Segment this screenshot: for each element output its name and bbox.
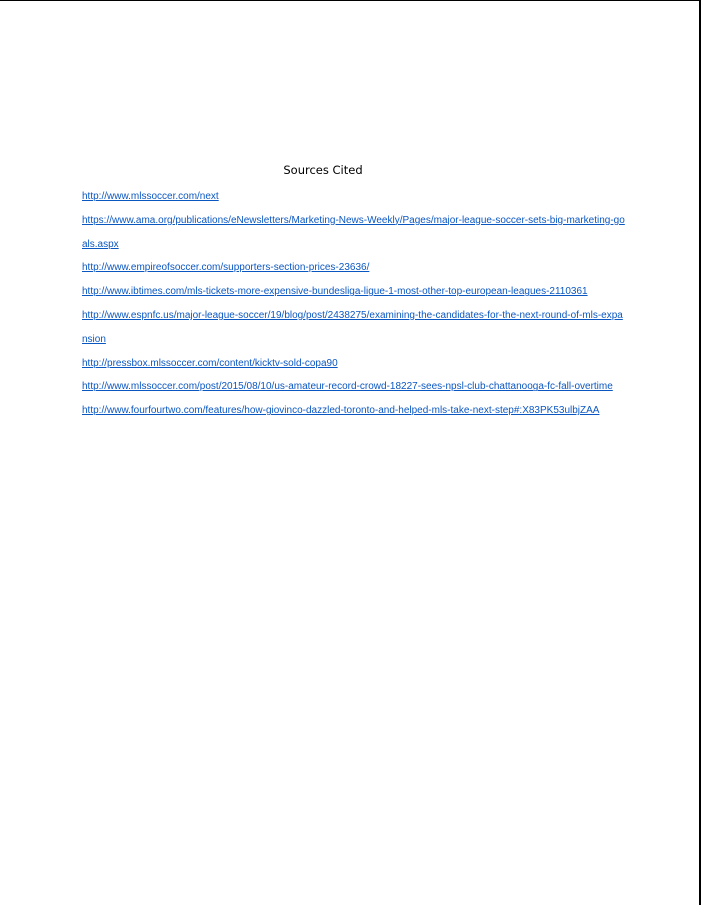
source-item [82,399,627,423]
source-link[interactable]: http://www.mlssoccer.com/post/2015/08/10/us-amateur-record-crowd-18227-sees-npsl-club-chattanooga-fc-fall-overtime [82,381,613,393]
source-link[interactable]: http://www.ibtimes.com/mls-tickets-more-expensive-bundesliga-ligue-1-most-other-top-european-leagues-2110361 [82,286,588,298]
source-item [82,185,627,209]
page-title: Sources Cited [283,163,363,177]
source-link[interactable]: http://www.mlssoccer.com/next [82,191,219,202]
source-link[interactable]: http://www.fourfourtwo.com/features/how-giovinco-dazzled-toronto-and-helped-mls-take-next-step#:X83PK53ulbjZAA [82,405,600,417]
source-link[interactable]: http://www.espnfc.us/major-league-soccer/19/blog/post/2438275/examining-the-candidates-for-the-next-round-of-mls-expansion [82,309,623,345]
source-item [82,209,627,257]
source-item [82,352,627,376]
source-item [82,375,627,399]
source-link[interactable]: https://www.ama.org/publications/eNewsletters/Marketing-News-Weekly/Pages/major-league-soccer-sets-big-marketing-goals.aspx [82,214,625,250]
source-link[interactable]: http://www.empireofsoccer.com/supporters-section-prices-23636/ [82,262,370,274]
source-item [82,280,627,304]
source-link[interactable]: http://pressbox.mlssoccer.com/content/kicktv-sold-copa90 [82,357,338,369]
source-item [82,304,627,352]
source-item [82,256,627,280]
sources-list [82,185,627,423]
